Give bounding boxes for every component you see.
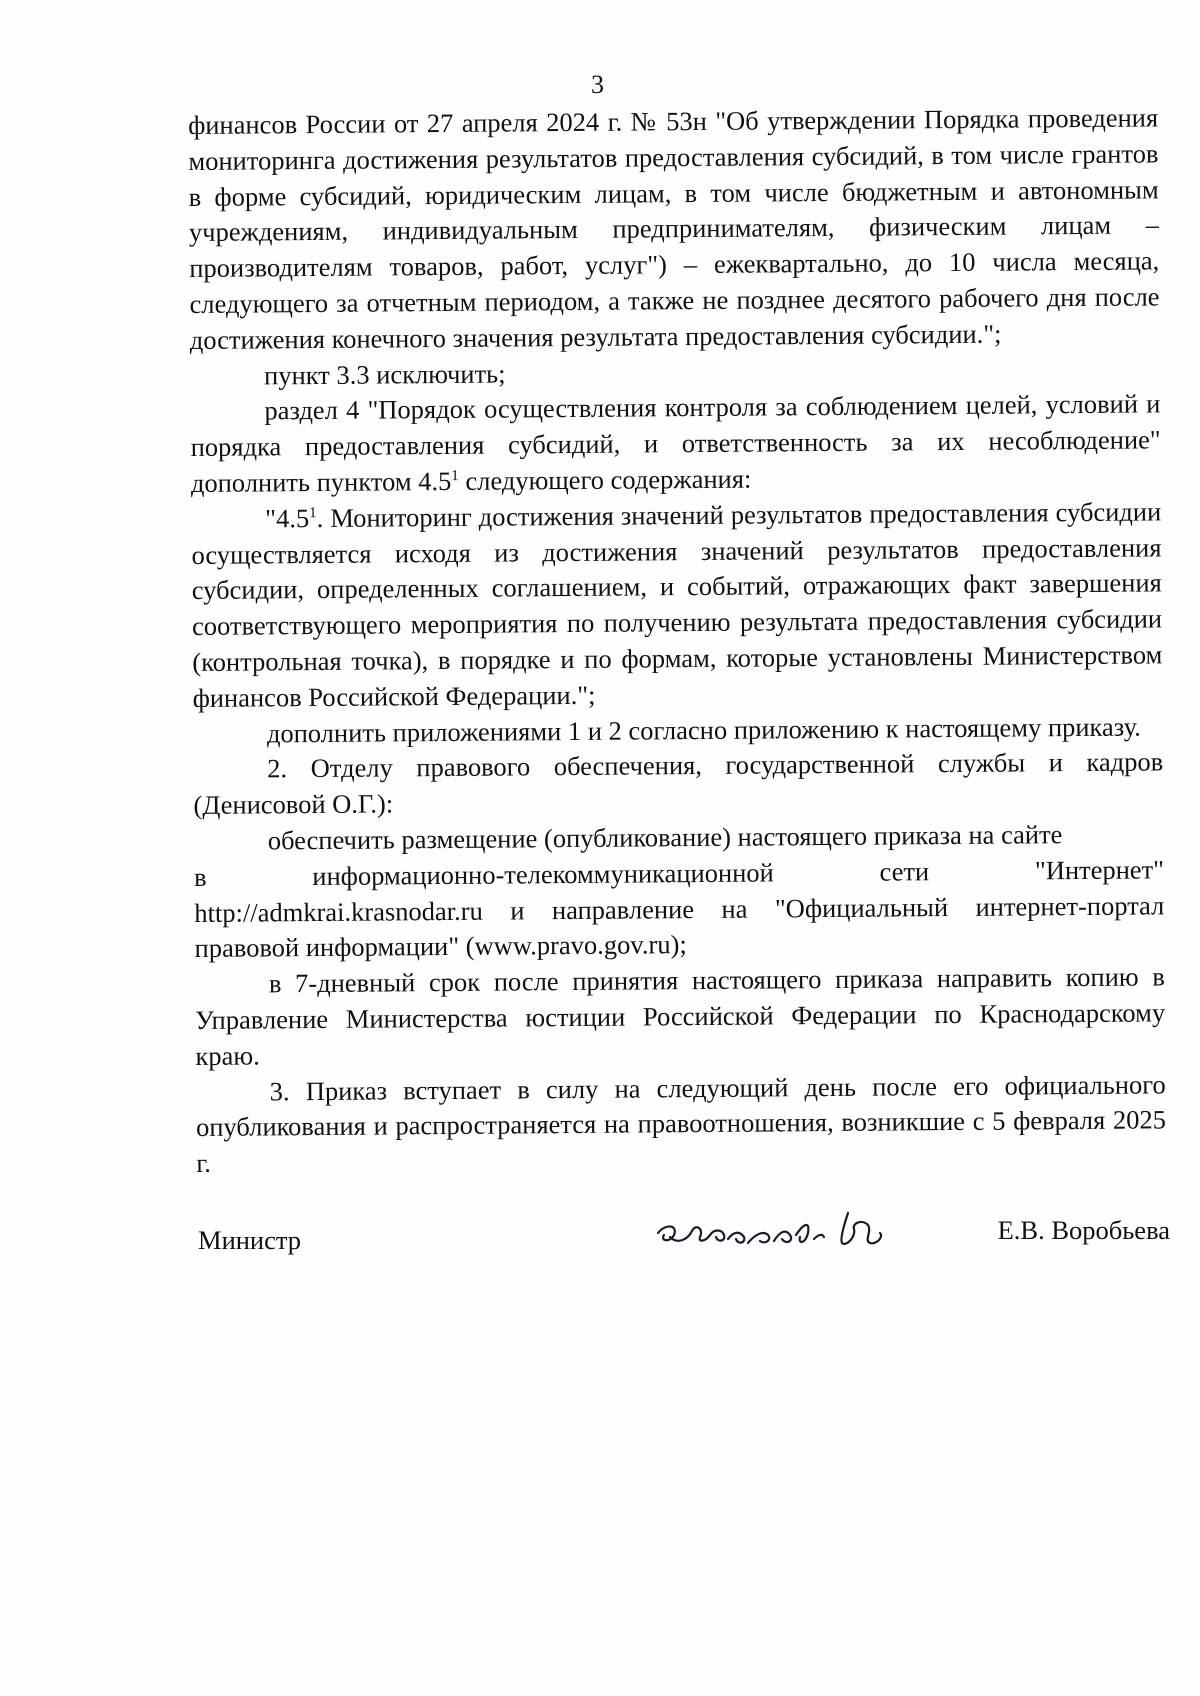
handwritten-signature	[648, 1195, 908, 1265]
signatory-name: Е.В. Воробьева	[997, 1215, 1170, 1245]
page-number: 3	[591, 70, 604, 99]
paragraph-section-4-text: раздел 4 "Порядок осуществления контроля за соблюдением целей, условий и порядка предоставления субсидий, и ответственность за их несоблюдение" дополнить пунктом 4.5	[190, 388, 1161, 498]
paragraph-section-4-tail: следующего содержания:	[458, 463, 752, 496]
superscript-one: 1	[451, 468, 459, 485]
paragraph-section-4	[190, 387, 1161, 502]
signature-block	[198, 1195, 1170, 1285]
paragraph-item-4-5-1	[191, 494, 1163, 716]
superscript-one: 1	[309, 504, 317, 521]
publication-line-3: http://admkrai.krasnodar.ru и направление на "Официальный интернет-портал правовой информации" (www.pravo.gov.ru);	[194, 889, 1165, 964]
publication-line-2: в информационно-телекоммуникационной сети "Интернет"	[193, 854, 1165, 892]
paragraph-legal-department: 2. Отделу правового обеспечения, государственной службы и кадров (Денисовой О.Г.):	[193, 746, 1164, 821]
paragraph-item-4-5-1-text: . Мониторинг достижения значений результатов предоставления субсидии осуществляется исходя из достижения значений результатов предоставления субсидии, определенных соглашением, и событий, отражающих факт завершения соответствующего мероприятия по получению результата предоставления субсидии (контрольная точка), в порядке и по формам, которые установлены Министерством финансов Российской Федерации.";	[191, 496, 1163, 713]
publication-line-1: обеспечить размещение (опубликование) настоящего приказа на сайте	[267, 819, 1063, 856]
paragraph-exclude-clause: пункт 3.3 исключить;	[263, 358, 506, 390]
paragraph-ministry-of-justice: в 7-дневный срок после принятия настоящего приказа направить копию в Управление Министерства юстиции Российской Федерации по Краснодарскому краю.	[195, 961, 1166, 1071]
document-body	[188, 100, 1166, 1181]
paragraph-item-4-5-1-number: "4.5	[265, 502, 310, 534]
paragraph-continuation: финансов России от 27 апреля 2024 г. № 53н "Об утверждении Порядка проведения мониторинга достижения результатов предоставления субсидий, в том числе грантов в форме субсидий, юридическим лицам, в том числе бюджетным и автономным учреждениям, индивидуальным предпринимателям, физическим лицам – производителям товаров, работ, услуг") – ежеквартально, до 10 числа месяца, следующего за отчетным периодом, а также не позднее десятого рабочего дня после достижения конечного значения результата предоставления субсидии.";	[188, 102, 1160, 355]
signatory-title: Министр	[198, 1225, 302, 1255]
paragraph-appendices: дополнить приложениями 1 и 2 согласно приложению к настоящему приказу.	[266, 711, 1141, 748]
paragraph-effective-date: 3. Приказ вступает в силу на следующий день после его официального опубликования и распространяется на правоотношения, возникшие с 5 февраля 2025 г.	[195, 1068, 1167, 1179]
